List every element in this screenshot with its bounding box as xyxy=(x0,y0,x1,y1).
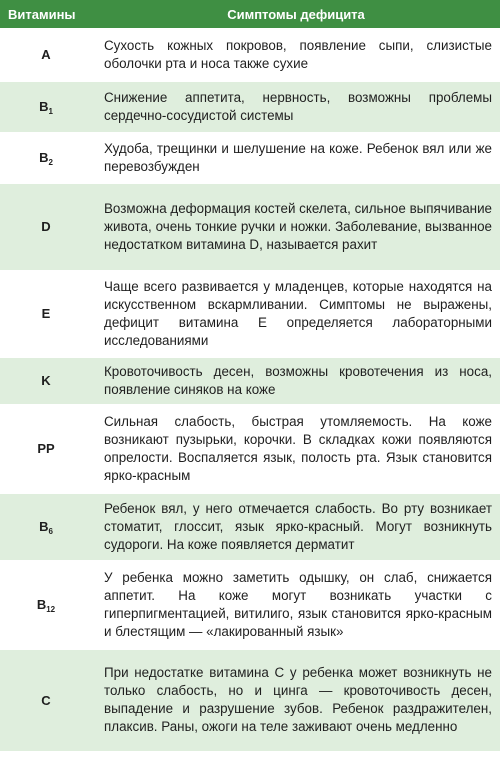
vitamin-cell: E xyxy=(0,271,92,357)
symptoms-cell: Кровоточивость десен, возможны кровотечения из носа, появление синяков на коже xyxy=(92,357,500,405)
table-row xyxy=(0,183,500,271)
table-row xyxy=(0,29,500,81)
table-header-row xyxy=(0,0,500,29)
symptoms-cell: Чаще всего развивается у младенцев, которые находятся на искусственном вскармливании. Симптомы не выражены, дефицит витамина E определяется лабораторными исследованиями xyxy=(92,271,500,357)
header-vitamins: Витамины xyxy=(0,0,92,29)
symptoms-cell: Сильная слабость, быстрая утомляемость. На коже возникают пузырьки, корочки. В складках кожи появляются опрелости. Воспаляется язык, полость рта. Язык становится ярко-красным xyxy=(92,405,500,493)
symptoms-cell: Снижение аппетита, нервность, возможны проблемы сердечно-сосудистой системы xyxy=(92,81,500,133)
symptoms-cell: При недостатке витамина C у ребенка может возникнуть не только слабость, но и цинга — кровоточивость десен, выпадение и разрушение зубов. Ребенок раздражителен, плаксив. Раны, ожоги на теле заживают очень медленно xyxy=(92,649,500,752)
vitamin-cell: C xyxy=(0,649,92,752)
table-row xyxy=(0,561,500,649)
table-row xyxy=(0,357,500,405)
vitamin-cell: $B_{12}$ xyxy=(0,561,92,649)
table-row xyxy=(0,271,500,357)
table-row xyxy=(0,133,500,183)
vitamin-cell: K xyxy=(0,357,92,405)
table-row xyxy=(0,81,500,133)
symptoms-cell: Сухость кожных покровов, появление сыпи, слизистые оболочки рта и носа также сухие xyxy=(92,29,500,81)
table-row xyxy=(0,649,500,752)
symptoms-cell: Худоба, трещинки и шелушение на коже. Ребенок вял или же перевозбужден xyxy=(92,133,500,183)
table-row xyxy=(0,493,500,561)
vitamin-cell: $B_6$ xyxy=(0,493,92,561)
vitamin-cell: PP xyxy=(0,405,92,493)
vitamin-cell: A xyxy=(0,29,92,81)
vitamin-cell: D xyxy=(0,183,92,271)
symptoms-cell: Ребенок вял, у него отмечается слабость. Во рту возникает стоматит, глоссит, язык ярко-красный. Могут возникнуть судороги. На коже появляется дерматит xyxy=(92,493,500,561)
symptoms-cell: У ребенка можно заметить одышку, он слаб, снижается аппетит. На коже могут возникать участки с гиперпигментацией, витилиго, язык становится ярко-красным и блестящим — «лакированный язык» xyxy=(92,561,500,649)
vitamin-cell: $B_1$ xyxy=(0,81,92,133)
header-symptoms: Симптомы дефицита xyxy=(92,0,500,29)
symptoms-cell: Возможна деформация костей скелета, сильное выпячивание живота, очень тонкие ручки и ножки. Заболевание, вызванное недостатком витамина D, называется рахит xyxy=(92,183,500,271)
vitamin-cell: $B_2$ xyxy=(0,133,92,183)
table-row xyxy=(0,405,500,493)
